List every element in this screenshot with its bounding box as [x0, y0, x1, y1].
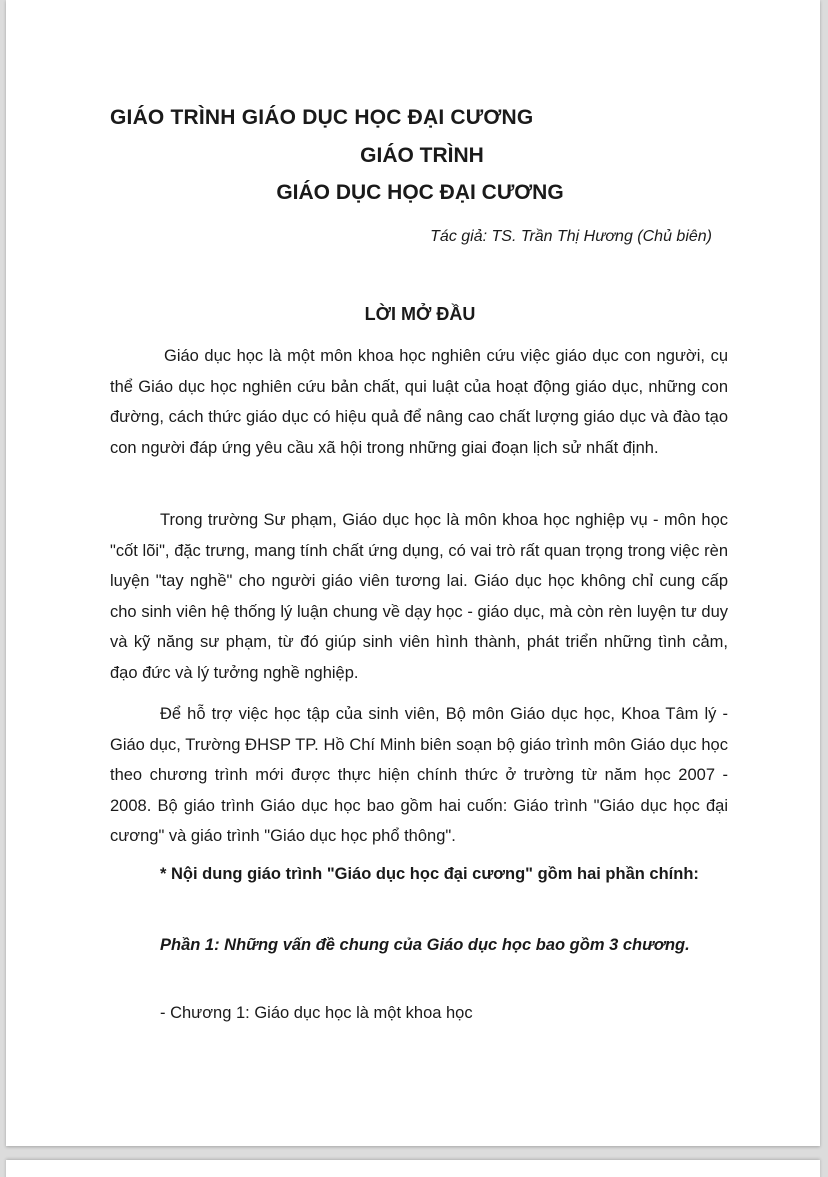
- paragraph: Để hỗ trợ việc học tập của sinh viên, Bộ môn Giáo dục học, Khoa Tâm lý - Giáo dục, Trường ĐHSP TP. Hồ Chí Minh biên soạn bộ giáo trình môn Giáo dục học theo chương trình mới được thực hiện chính thức ở trường từ năm học 2007 - 2008. Bộ giáo trình Giáo dục học bao gồm hai cuốn: Giáo trình "Giáo dục học đại cương" và giáo trình "Giáo dục học phổ thông".: [110, 705, 728, 845]
- paragraph: Trong trường Sư phạm, Giáo dục học là môn khoa học nghiệp vụ - môn học "cốt lõi", đặc trưng, mang tính chất ứng dụng, có vai trò rất quan trọng trong việc rèn luyện "tay nghề" cho người giáo viên tương lai. Giáo dục học không chỉ cung cấp cho sinh viên hệ thống lý luận chung về dạy học - giáo dục, mà còn rèn luyện tư duy và kỹ năng sư phạm, từ đó giúp sinh viên hình thành, phát triển những tình cảm, đạo đức và lý tưởng nghề nghiệp.: [110, 511, 728, 682]
- document-title-line-1: GIÁO TRÌNH GIÁO DỤC HỌC ĐẠI CƯƠNG: [110, 106, 534, 129]
- author-line: Tác giả: TS. Trần Thị Hương (Chủ biên): [430, 228, 712, 245]
- document-title-line-2: GIÁO TRÌNH: [360, 144, 484, 167]
- content-summary-heading: * Nội dung giáo trình "Giáo dục học đại cương" gồm hai phần chính:: [160, 865, 699, 883]
- next-page: [6, 1160, 820, 1177]
- paragraph: Giáo dục học là một môn khoa học nghiên cứu việc giáo dục con người, cụ thể Giáo dục học nghiên cứu bản chất, qui luật của hoạt động giáo dục, những con đường, cách thức giáo dục có hiệu quả để nâng cao chất lượng giáo dục và đào tạo con người đáp ứng yêu cầu xã hội trong những giai đoạn lịch sử nhất định.: [110, 347, 728, 457]
- document-page: [6, 0, 820, 1146]
- preface-heading: LỜI MỞ ĐẦU: [364, 304, 476, 324]
- document-title-line-3: GIÁO DỤC HỌC ĐẠI CƯƠNG: [276, 181, 564, 204]
- chapter-item: - Chương 1: Giáo dục học là một khoa học: [160, 1004, 473, 1022]
- part-heading: Phần 1: Những vấn đề chung của Giáo dục học bao gồm 3 chương.: [160, 936, 690, 954]
